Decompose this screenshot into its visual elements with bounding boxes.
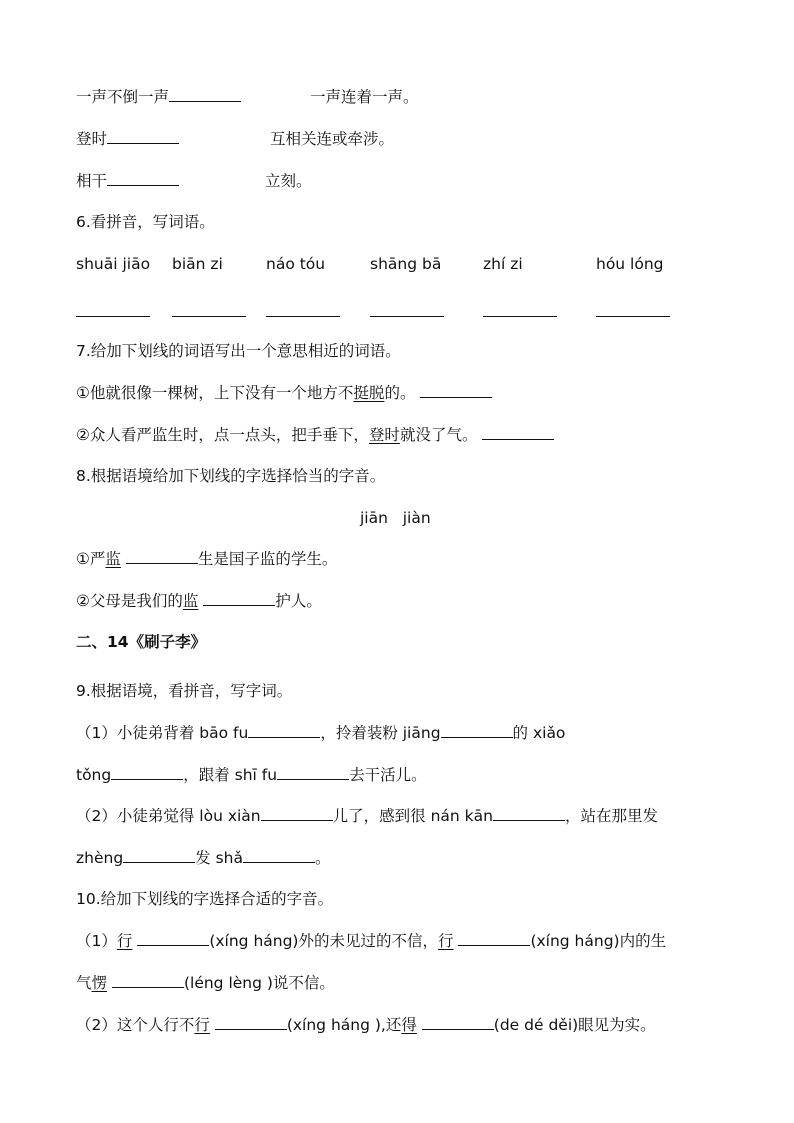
- q9-line-2: tǒng ，跟着 shī fu 去干活儿。: [76, 766, 427, 784]
- answer-blank[interactable]: [137, 944, 209, 946]
- section-title: 二、14《刷子李》: [76, 633, 207, 651]
- q9-title: 9.根据语境，看拼音，写字词。: [76, 682, 293, 700]
- q10-title: 10.给加下划线的字选择合适的字音。: [76, 890, 334, 908]
- underlined-word: 挺脱: [353, 384, 385, 402]
- pinyin-6: hóu lóng: [596, 255, 664, 273]
- answer-blank[interactable]: [266, 315, 340, 317]
- q10-line-1: （1）行 (xíng háng)外的未见过的不信，行 (xíng háng)内的生: [76, 932, 667, 950]
- underlined-word: 登时: [368, 426, 400, 444]
- answer-blank[interactable]: [76, 315, 150, 317]
- pinyin-1: shuāi jiāo: [76, 255, 151, 273]
- underlined-word: 监: [182, 592, 199, 610]
- answer-blank[interactable]: [493, 819, 565, 821]
- answer-blank[interactable]: [172, 315, 246, 317]
- q7-item-1: ①他就很像一棵树，上下没有一个地方不挺脱的。: [76, 382, 492, 404]
- underlined-word: 行: [194, 1016, 210, 1034]
- match-row-3-left: 相干: [76, 170, 179, 192]
- answer-blank[interactable]: [458, 944, 530, 946]
- q8-item-1: ①严监 生是国子监的学生。: [76, 550, 338, 568]
- answer-blank[interactable]: [596, 315, 670, 317]
- answer-blank[interactable]: [482, 438, 554, 440]
- answer-blank[interactable]: [126, 562, 198, 564]
- q10-line-2: 气愣 (léng lèng )说不信。: [76, 974, 335, 992]
- match-row-2-left: 登时: [76, 128, 179, 150]
- answer-blank[interactable]: [112, 986, 184, 988]
- answer-blank[interactable]: [483, 315, 557, 317]
- answer-blank[interactable]: [243, 861, 315, 863]
- match-row-3-right: 立刻。: [265, 172, 312, 190]
- answer-blank[interactable]: [215, 1028, 287, 1030]
- q9-line-3: （2）小徒弟觉得 lòu xiàn 儿了，感到很 nán kān ，站在那里发: [76, 807, 658, 825]
- answer-blank[interactable]: [169, 100, 241, 102]
- match-row-1-right: 一声连着一声。: [310, 88, 419, 106]
- q9-line-1: （1）小徒弟背着 bāo fu ，拎着装粉 jiāng 的 xiǎo: [76, 724, 566, 742]
- underlined-word: 得: [401, 1016, 417, 1034]
- match-row-1-left: 一声不倒一声: [76, 86, 241, 108]
- q8-options: jiān jiàn: [360, 509, 431, 527]
- q8-item-2: ②父母是我们的监 护人。: [76, 592, 322, 610]
- underlined-word: 监: [105, 550, 121, 568]
- match-row-2-right: 互相关连或牵涉。: [270, 130, 395, 148]
- q9-line-4: zhèng 发 shǎ 。: [76, 849, 331, 867]
- pinyin-4: shāng bā: [370, 255, 442, 273]
- underlined-word: 愣: [91, 974, 108, 992]
- answer-blank[interactable]: [248, 736, 320, 738]
- answer-blank[interactable]: [107, 142, 179, 144]
- q10-line-3: （2）这个人行不行 (xíng háng ),还得 (de dé děi)眼见为实。: [76, 1016, 656, 1034]
- pinyin-5: zhí zi: [483, 255, 523, 273]
- q7-item-2: ②众人看严监生时，点一点头，把手垂下，登时就没了气。: [76, 424, 554, 446]
- answer-blank[interactable]: [261, 819, 333, 821]
- pinyin-2: biān zi: [172, 255, 223, 273]
- pinyin-3: náo tóu: [266, 255, 326, 273]
- q7-title: 7.给加下划线的词语写出一个意思相近的词语。: [76, 342, 401, 360]
- q6-title: 6.看拼音，写词语。: [76, 213, 215, 231]
- answer-blank[interactable]: [111, 778, 183, 780]
- underlined-word: 行: [116, 932, 133, 950]
- answer-blank[interactable]: [441, 736, 513, 738]
- answer-blank[interactable]: [203, 604, 275, 606]
- answer-blank[interactable]: [422, 1028, 494, 1030]
- answer-blank[interactable]: [277, 778, 349, 780]
- underlined-word: 行: [437, 932, 454, 950]
- answer-blank[interactable]: [107, 184, 179, 186]
- answer-blank[interactable]: [370, 315, 444, 317]
- answer-blank[interactable]: [420, 396, 492, 398]
- answer-blank[interactable]: [123, 861, 195, 863]
- q8-title: 8.根据语境给加下划线的字选择恰当的字音。: [76, 467, 386, 485]
